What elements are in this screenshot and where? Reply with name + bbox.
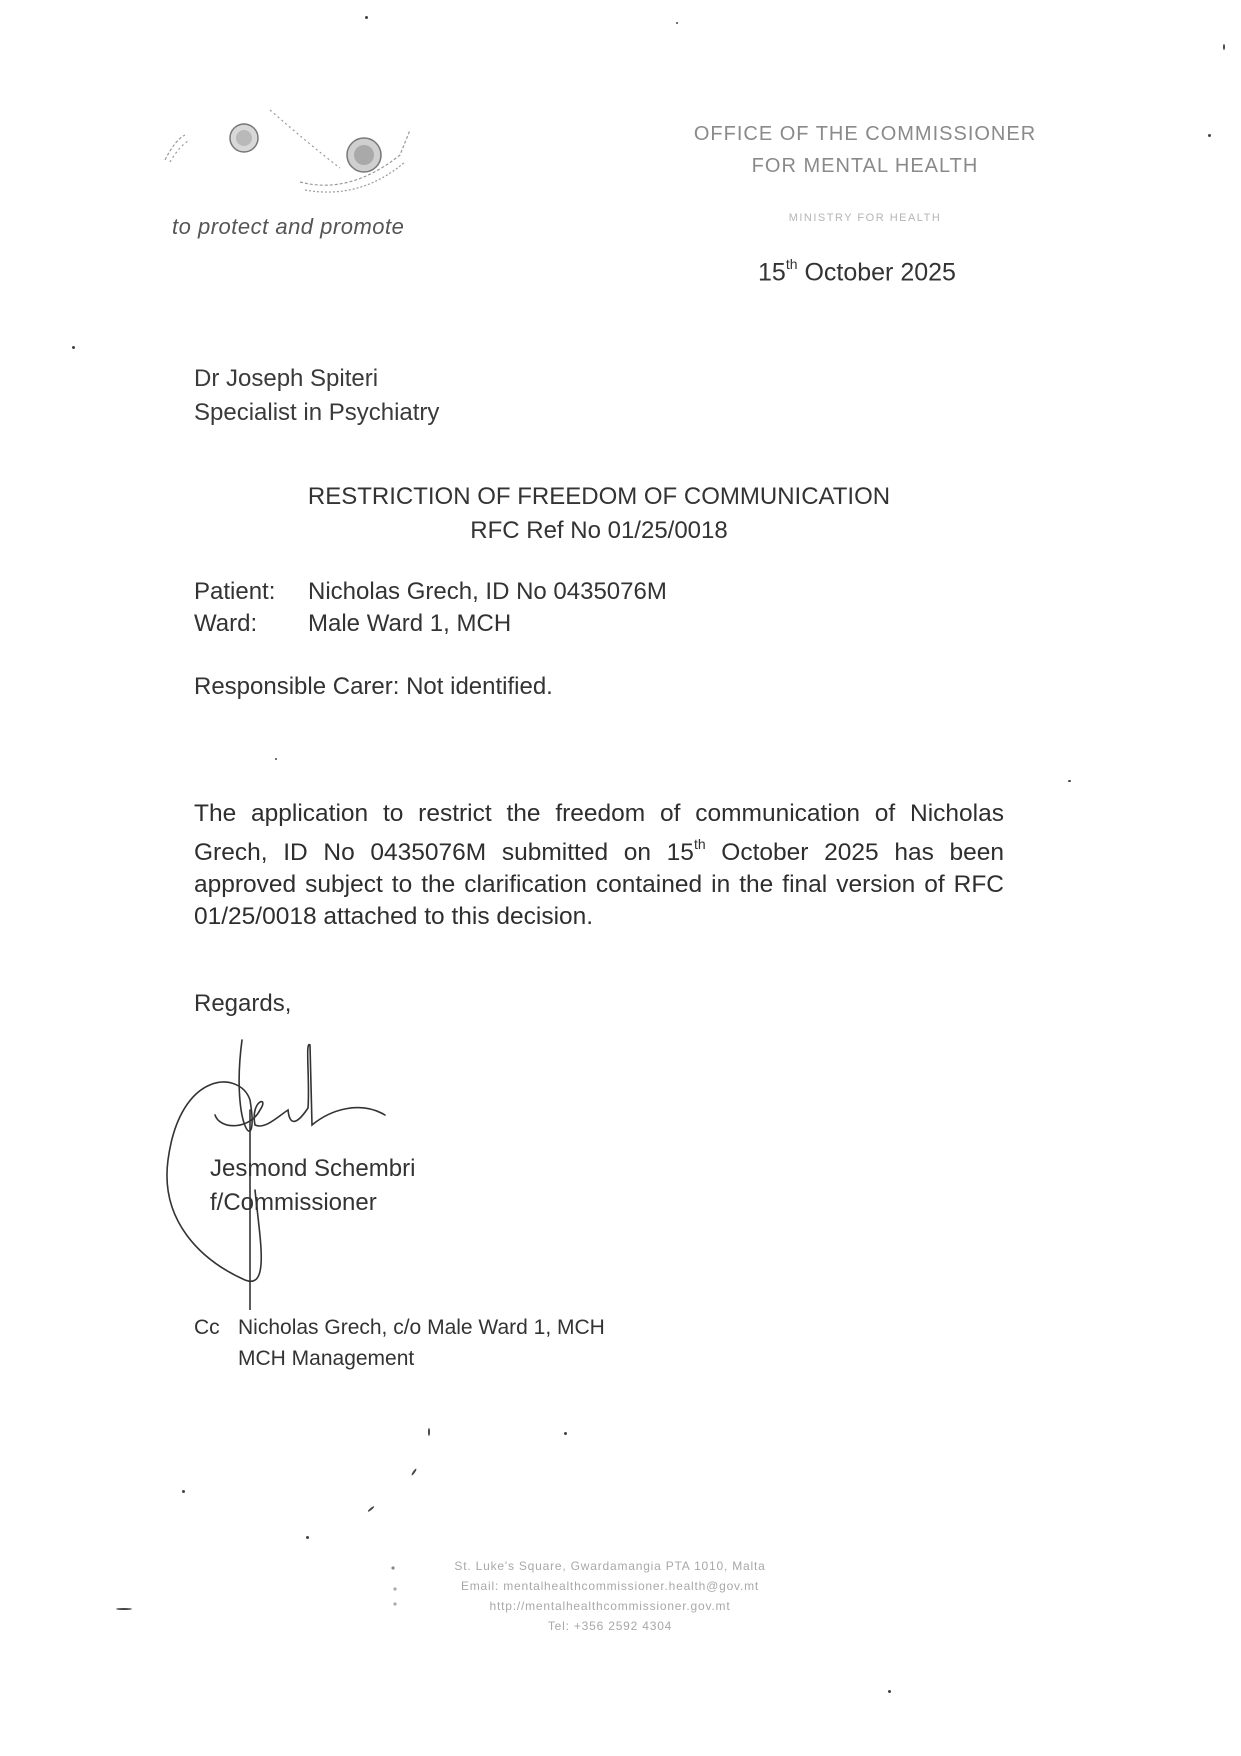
- addressee-title: Specialist in Psychiatry: [194, 399, 440, 426]
- scan-speck: [888, 1690, 891, 1693]
- regards: Regards,: [194, 990, 292, 1017]
- footer-website: http://mentalhealthcommissioner.gov.mt: [489, 1599, 731, 1613]
- scan-speck: [275, 758, 277, 760]
- footer-address: St. Luke's Square, Gwardamangia PTA 1010, Malta: [454, 1559, 766, 1573]
- subject-reference: RFC Ref No 01/25/0018: [470, 517, 728, 544]
- subject-heading: [194, 480, 1004, 548]
- patient-details: [194, 576, 667, 640]
- footer-email: Email: mentalhealthcommissioner.health@gov.mt: [460, 1579, 760, 1593]
- office-line-2: FOR MENTAL HEALTH: [751, 155, 979, 177]
- cc-row-1: [194, 1312, 605, 1343]
- office-line-1: OFFICE OF THE COMMISSIONER: [693, 123, 1037, 145]
- signer-role: f/Commissioner: [210, 1189, 377, 1216]
- footer-contact-icons: [388, 1562, 402, 1642]
- scan-speck: [306, 1536, 309, 1539]
- date-rest: October 2025: [797, 258, 956, 287]
- date-suffix: th: [785, 256, 798, 272]
- cc-recipient-1: Nicholas Grech, c/o Male Ward 1, MCH: [238, 1316, 605, 1339]
- scan-speck: [428, 1428, 430, 1436]
- scan-speck: [411, 1468, 417, 1476]
- patient-label: Patient:: [194, 578, 276, 605]
- scan-speck: [367, 1506, 374, 1513]
- scan-speck: [116, 1608, 132, 1610]
- date-day: 15: [758, 258, 786, 287]
- cc-row-2: [194, 1343, 605, 1374]
- scan-speck: [676, 22, 678, 24]
- body-date-suffix: th: [693, 836, 706, 852]
- addressee-block: [194, 362, 439, 430]
- body-part-1: The application to restrict the freedom of communication of Nicholas Grech, ID No 0435076M submitted on 15: [194, 800, 1004, 867]
- responsible-carer: Responsible Carer: Not identified.: [194, 673, 553, 700]
- scan-speck: [1208, 134, 1211, 137]
- cc-block: [194, 1312, 605, 1374]
- logo-tagline: to protect and promote: [172, 214, 405, 239]
- signer-block: [210, 1152, 415, 1220]
- office-name: [690, 118, 1040, 182]
- scan-speck: [72, 346, 75, 349]
- ward-row: [194, 608, 667, 640]
- ministry-name: MINISTRY FOR HEALTH: [788, 212, 942, 224]
- scan-speck: [365, 16, 368, 19]
- body-part-2: October 2025 has been approved subject to the clarification contained in the final version of RFC 01/25/0018 attached to this decision.: [194, 839, 1004, 931]
- commissioner-logo: [160, 100, 460, 210]
- cc-recipient-2: MCH Management: [238, 1347, 415, 1370]
- patient-row: [194, 576, 667, 608]
- scan-speck: [1223, 44, 1225, 50]
- footer-contact: [410, 1556, 810, 1636]
- subject-line-1: RESTRICTION OF FREEDOM OF COMMUNICATION: [307, 483, 891, 510]
- cc-label: Cc: [194, 1316, 220, 1339]
- letter-date: [758, 258, 956, 287]
- footer-telephone: Tel: +356 2592 4304: [547, 1619, 673, 1633]
- signer-name: Jesmond Schembri: [210, 1155, 416, 1182]
- ward-label: Ward:: [194, 610, 258, 637]
- scan-speck: [564, 1432, 567, 1435]
- ward-value: Male Ward 1, MCH: [308, 610, 512, 637]
- decision-paragraph: [194, 798, 1004, 933]
- scan-speck: [1068, 780, 1071, 782]
- addressee-name: Dr Joseph Spiteri: [194, 365, 379, 392]
- patient-value: Nicholas Grech, ID No 0435076M: [308, 578, 667, 605]
- scan-speck: [182, 1490, 185, 1493]
